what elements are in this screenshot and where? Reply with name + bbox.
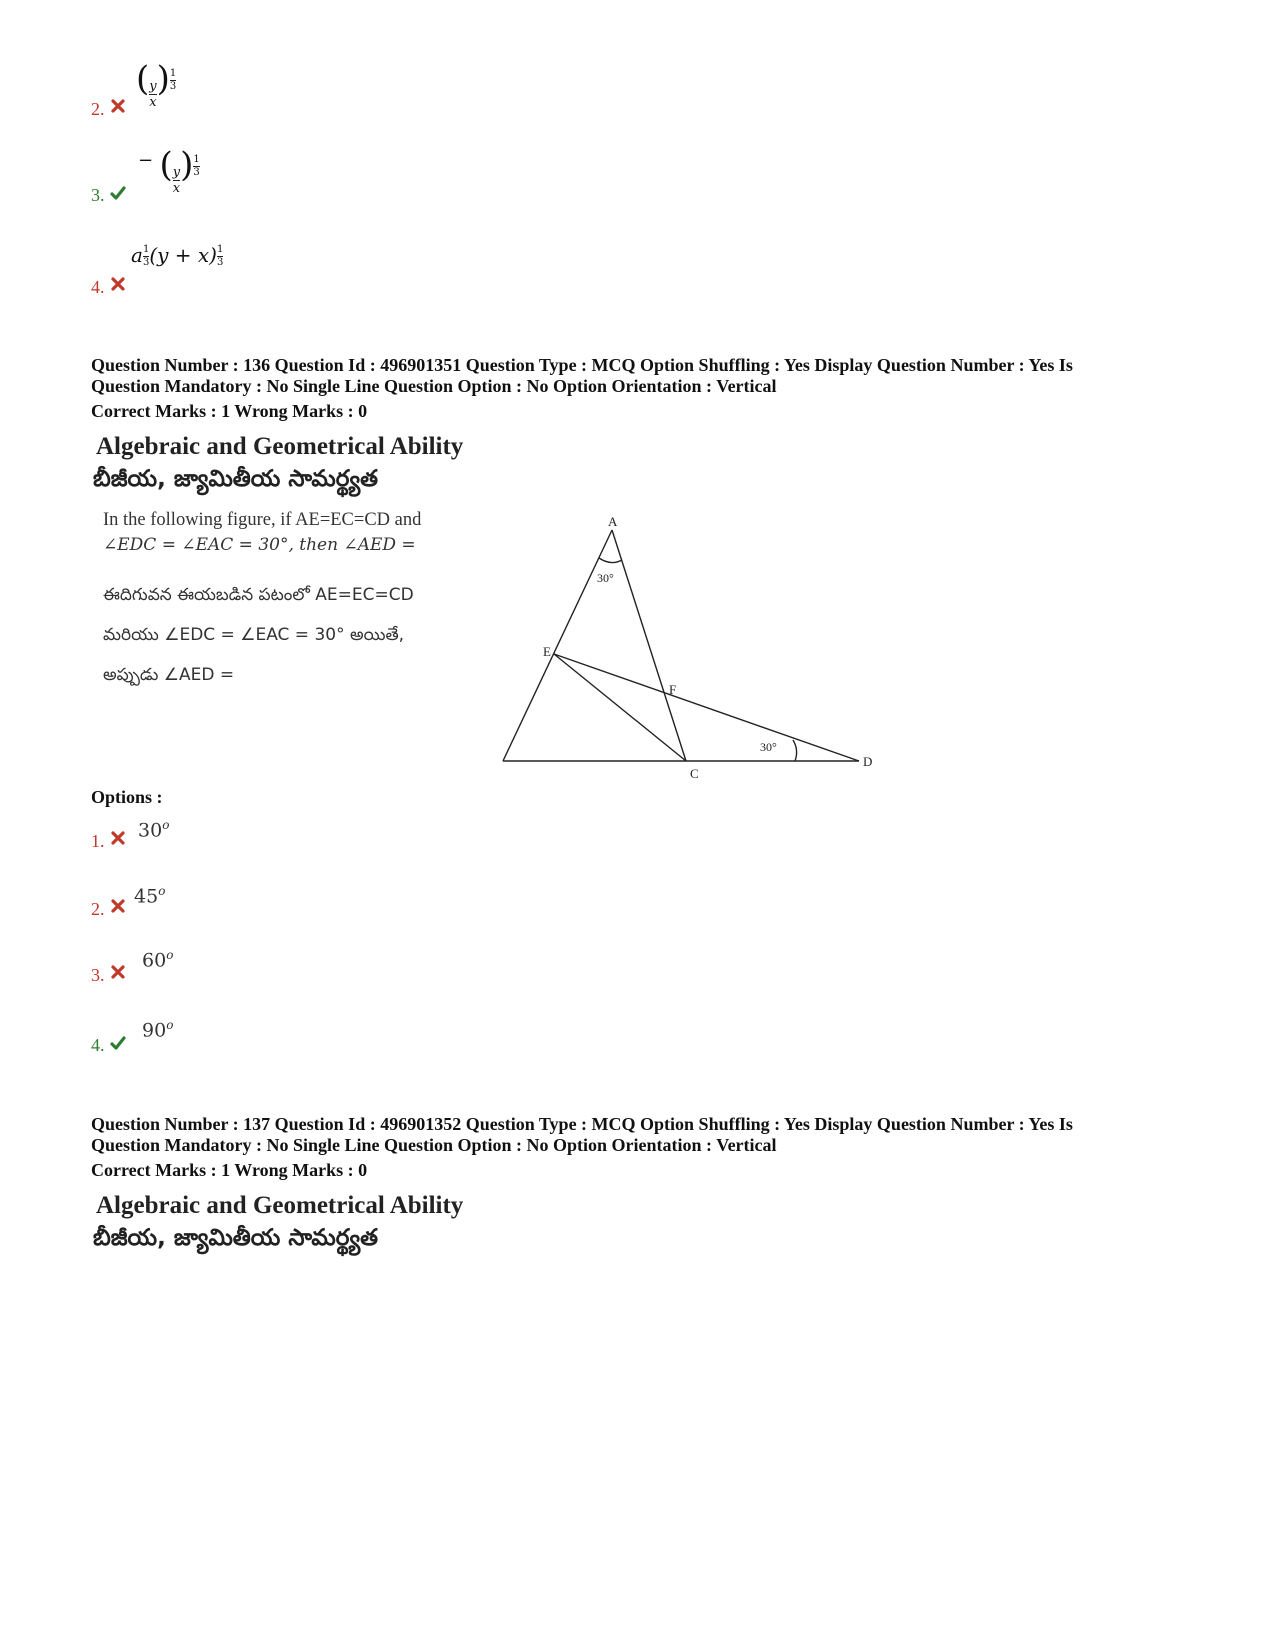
option-number: 4. — [91, 1035, 105, 1055]
angle-label-A: 30° — [597, 571, 614, 585]
segment-AB — [503, 530, 612, 761]
segment-AC — [612, 530, 686, 761]
question-text-te-2: మరియు ∠EDC = ∠EAC = 30° అయితే, — [103, 625, 405, 645]
question-meta — [91, 355, 1211, 397]
label-A: A — [608, 514, 618, 529]
label-F: F — [669, 682, 677, 697]
meta-line-2: Question Mandatory : No Single Line Question Option : No Option Orientation : Vertical — [91, 1135, 777, 1155]
check-icon — [110, 185, 126, 201]
angle-label-D: 30° — [760, 740, 777, 754]
options-label: Options : — [91, 787, 163, 807]
question-text-en-1: In the following figure, if AE=EC=CD and — [103, 510, 422, 530]
option-math: − ( $\frac{y}{x}$ ) $\frac{1}{3}$ — [138, 145, 200, 196]
geometry-figure — [495, 510, 885, 785]
label-E: E — [543, 644, 551, 659]
check-icon — [110, 1035, 126, 1051]
option-number: 1. — [91, 831, 105, 851]
angle-arc-D — [793, 740, 797, 761]
segment-EC — [554, 654, 686, 761]
option-value: 90$^o$ — [142, 1018, 174, 1042]
subject-title-te: బీజీయ, జ్యామితీయ సామర్థ్యత — [93, 1225, 379, 1251]
cross-icon — [110, 964, 126, 980]
meta-line-1: Question Number : 137 Question Id : 496901352 Question Type : MCQ Option Shuffling : Yes Display Question Number : Yes Is — [91, 1114, 1073, 1134]
meta-line-2: Question Mandatory : No Single Line Question Option : No Option Orientation : Vertical — [91, 376, 777, 396]
cross-icon — [110, 830, 126, 846]
subject-title-en: Algebraic and Geometrical Ability — [96, 1192, 464, 1219]
cross-icon — [110, 98, 126, 114]
segment-ED — [554, 654, 859, 761]
question-meta — [91, 1114, 1211, 1156]
subject-title-te: బీజీయ, జ్యామితీయ సామర్థ్యత — [93, 466, 379, 492]
label-D: D — [863, 754, 873, 769]
subject-title-en: Algebraic and Geometrical Ability — [96, 433, 464, 460]
option-value: 60$^o$ — [142, 948, 174, 972]
question-text-en-2: ∠EDC = ∠EAC = 30°, then ∠AED = — [103, 535, 416, 555]
question-marks: Correct Marks : 1 Wrong Marks : 0 — [91, 401, 368, 421]
option-value: 30$^o$ — [138, 818, 170, 842]
option-number: 3. — [91, 185, 105, 205]
option-number: 2. — [91, 99, 105, 119]
cross-icon — [110, 276, 126, 292]
option-math: a $\frac{1}{3}$ (y + x) $\frac{1}{3}$ — [131, 243, 224, 268]
angle-arc-A — [599, 558, 622, 563]
option-number: 4. — [91, 277, 105, 297]
meta-line-1: Question Number : 136 Question Id : 496901351 Question Type : MCQ Option Shuffling : Yes Display Question Number : Yes Is — [91, 355, 1073, 375]
option-number: 3. — [91, 965, 105, 985]
option-value: 45$^o$ — [134, 884, 166, 908]
option-math: ( $\frac{y}{x}$ ) $\frac{1}{3}$ — [136, 59, 177, 110]
cross-icon — [110, 898, 126, 914]
question-text-te-1: ఈదిగువన ఈయబడిన పటంలో AE=EC=CD — [103, 585, 414, 605]
question-text-te-3: అప్పుడు ∠AED = — [103, 665, 235, 685]
label-C: C — [690, 766, 699, 781]
option-number: 2. — [91, 899, 105, 919]
question-marks: Correct Marks : 1 Wrong Marks : 0 — [91, 1160, 368, 1180]
